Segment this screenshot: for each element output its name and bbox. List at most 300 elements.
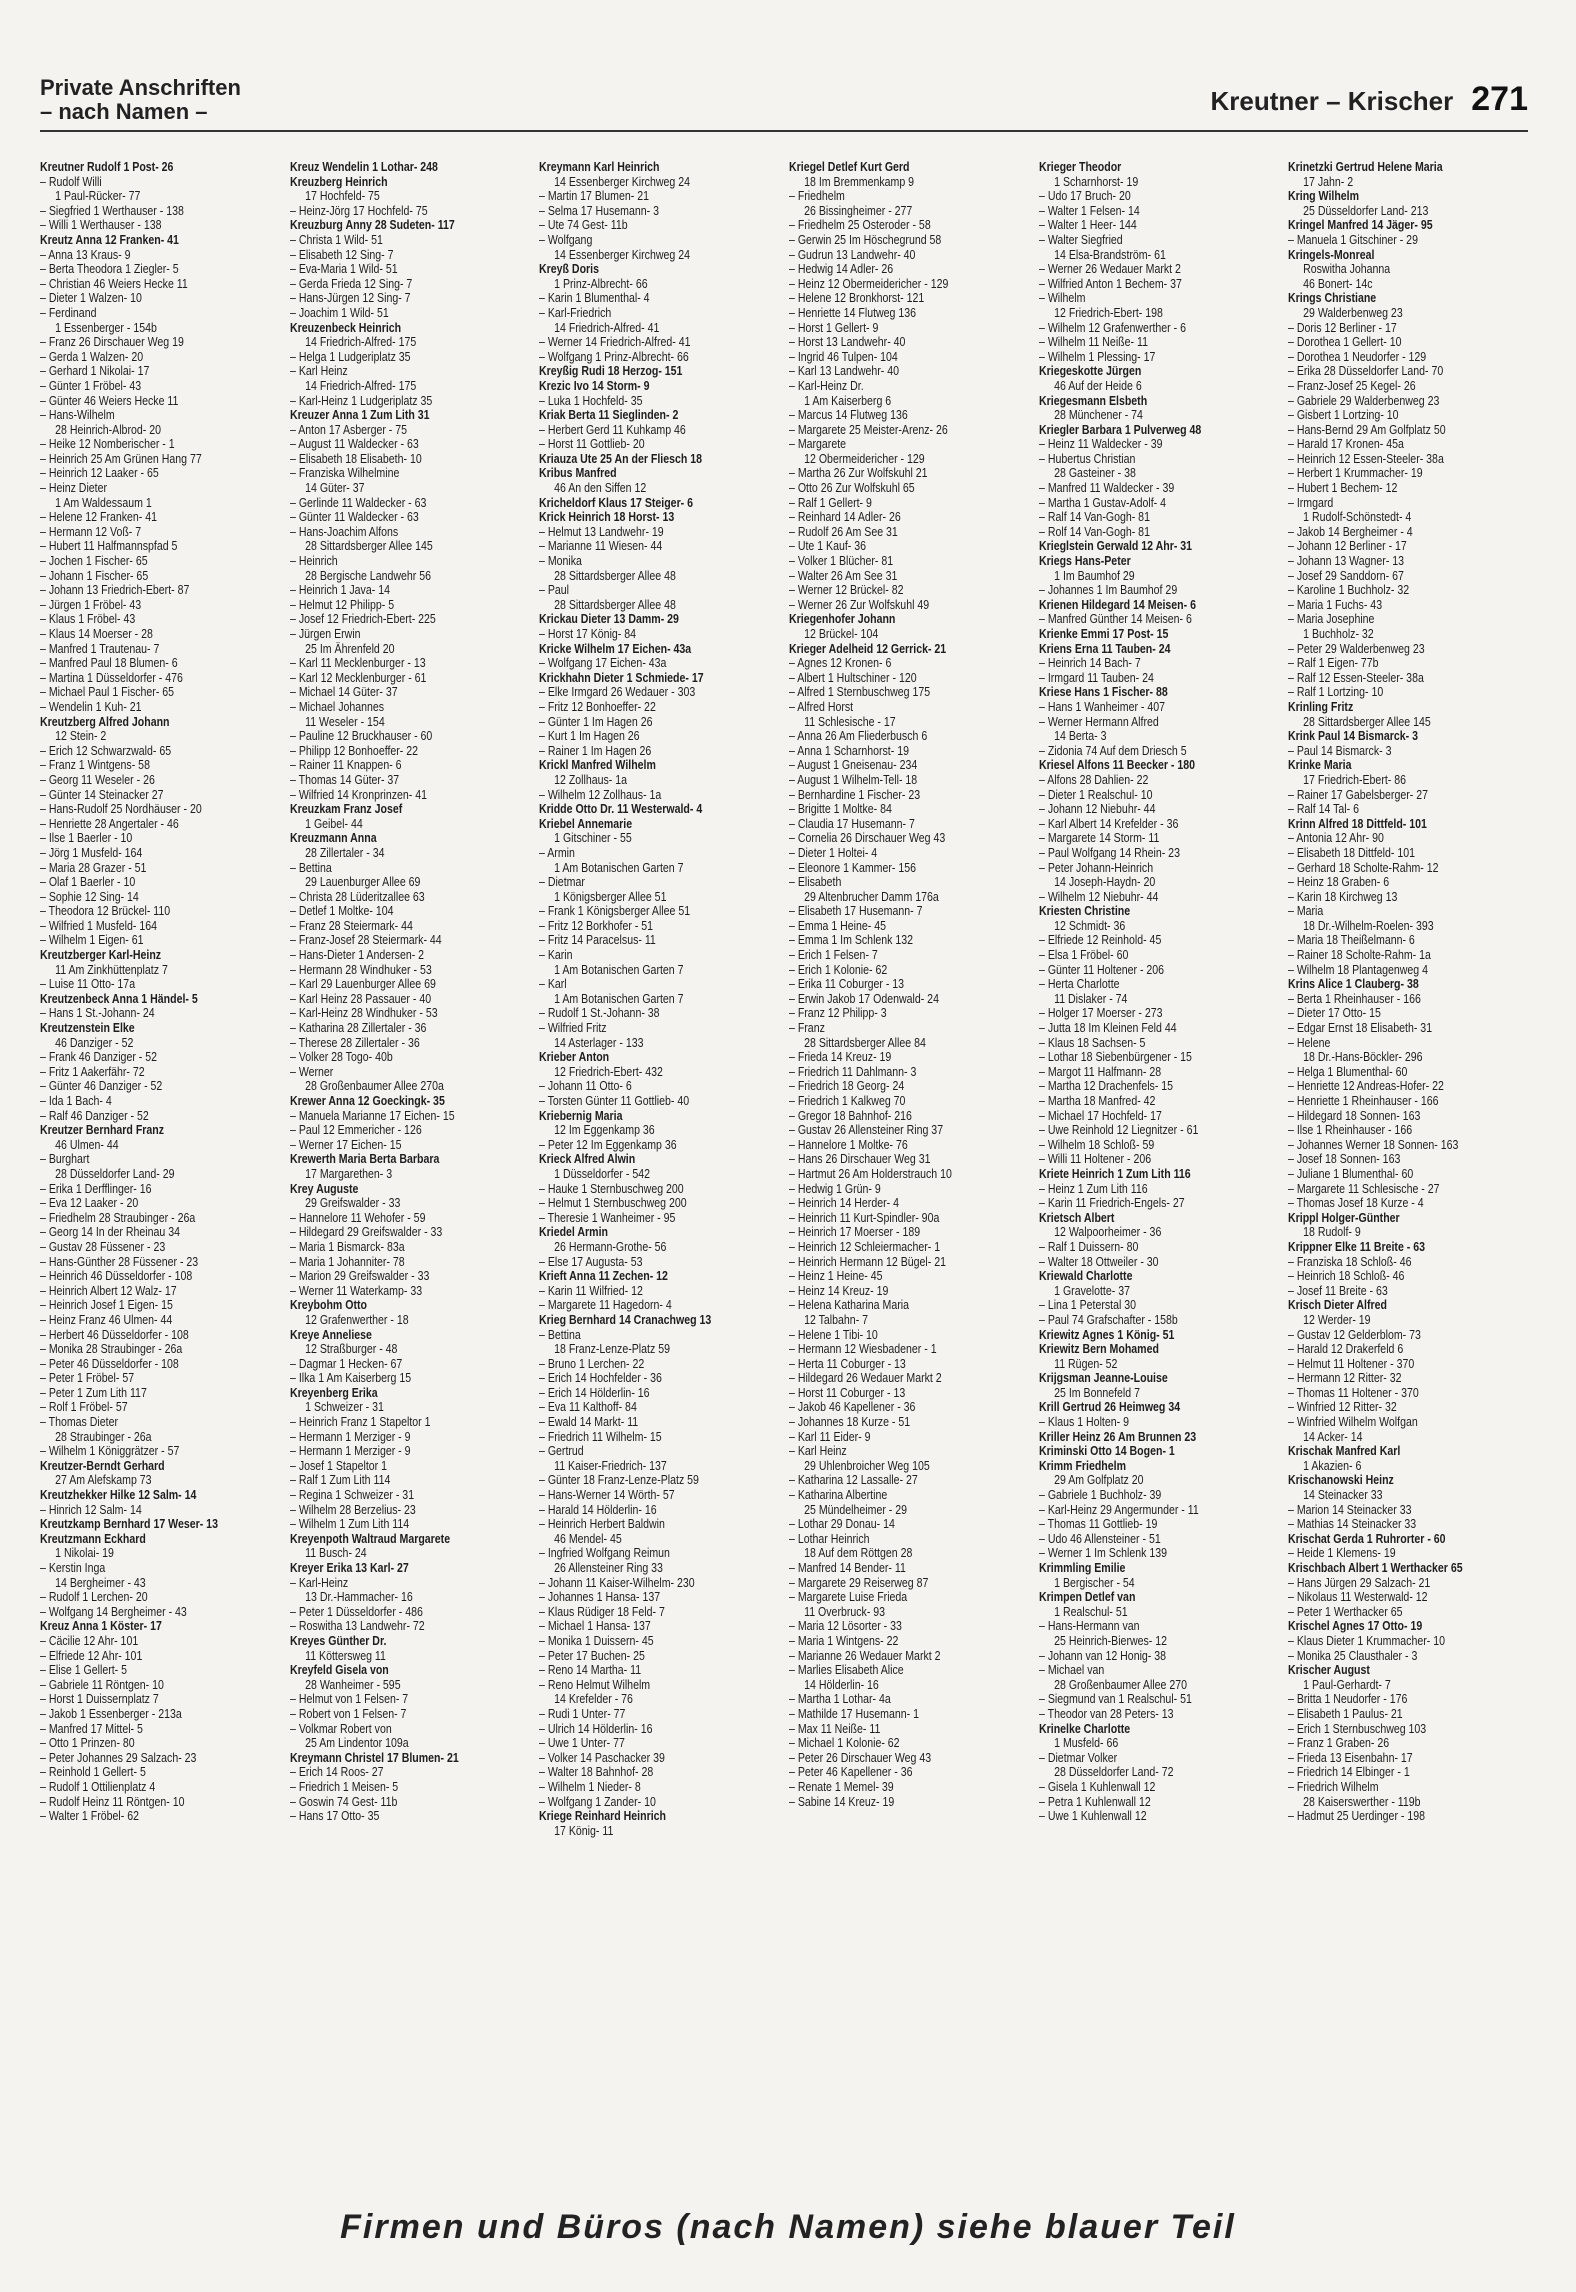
directory-entry: – Gustav 12 Gelderblom- 73 xyxy=(1288,1327,1422,1342)
directory-entry: – Karl Heinz 28 Passauer - 40 xyxy=(289,991,431,1006)
directory-entry: – Heinz 1 Heine- 45 xyxy=(789,1269,883,1284)
directory-entry: – Friedhelm 25 Osteroder - 58 xyxy=(789,218,931,233)
directory-entry: – Edgar Ernst 18 Elisabeth- 31 xyxy=(1288,1021,1433,1036)
directory-entry: Kreyer Erika 13 Karl- 27 xyxy=(289,1561,409,1575)
directory-entry: – Eva 12 Laaker - 20 xyxy=(40,1196,139,1211)
directory-entry: Kriens Erna 11 Tauben- 24 xyxy=(1038,641,1171,656)
directory-entry: – Horst 17 König- 84 xyxy=(539,627,637,641)
directory-entry: – Fritz 12 Borkhofer - 51 xyxy=(539,918,654,933)
directory-entry: Kriauza Ute 25 An der Fliesch 18 xyxy=(539,451,703,466)
directory-entry: 1 Düsseldorfer - 542 xyxy=(554,1166,651,1181)
directory-entry: Kriebel Annemarie xyxy=(539,816,633,831)
directory-entry: 28 Sittardsberger Allee 145 xyxy=(1303,714,1432,729)
directory-entry: – Georg 11 Weseler - 26 xyxy=(40,772,155,787)
directory-entry: – Ulrich 14 Hölderlin- 16 xyxy=(539,1721,653,1736)
directory-entry: – Günter 14 Steinacker 27 xyxy=(40,787,164,802)
directory-entry: – Johannes 1 Hansa- 137 xyxy=(539,1590,661,1605)
directory-entry: – Ilse 1 Baerler - 10 xyxy=(40,831,133,846)
directory-entry: – Erika 11 Coburger - 13 xyxy=(789,977,905,992)
directory-entry: – Thomas Dieter xyxy=(40,1415,119,1430)
directory-entry: – Karl-Heinz xyxy=(289,1575,348,1590)
directory-entry: – Günter 18 Franz-Lenze-Platz 59 xyxy=(539,1473,700,1488)
directory-entry: – Helmut 13 Landwehr- 19 xyxy=(539,524,665,539)
directory-entry: – Jakob 46 Kapellener - 36 xyxy=(789,1400,916,1415)
directory-entry: – Johann 13 Wagner- 13 xyxy=(1288,554,1405,569)
directory-entry: – Gerda 1 Walzen- 20 xyxy=(40,349,144,364)
directory-entry: – Goswin 74 Gest- 11b xyxy=(289,1794,398,1809)
directory-entry: – Cäcilie 12 Ahr- 101 xyxy=(40,1633,139,1648)
section-heading-line1: Private Anschriften xyxy=(40,75,241,100)
directory-entry: Krimmling Emilie xyxy=(1038,1561,1126,1575)
directory-entry: 28 Münchener - 74 xyxy=(1053,408,1143,423)
directory-entry: – Werner xyxy=(289,1064,333,1079)
directory-entry: – Werner 1 Im Schlenk 139 xyxy=(1038,1546,1167,1561)
directory-entry: Krischel Agnes 17 Otto- 19 xyxy=(1288,1619,1423,1634)
directory-entry: – Martha 1 Lothar- 4a xyxy=(789,1692,891,1707)
directory-entry: 1 Am Kaiserberg 6 xyxy=(804,393,892,408)
directory-entry: – Rudolf 1 Lerchen- 20 xyxy=(40,1590,148,1605)
directory-entry: – Karl Heinz xyxy=(289,364,348,379)
directory-entry: – Michael 17 Hochfeld- 17 xyxy=(1038,1108,1162,1123)
directory-entry: 1 Nikolai- 19 xyxy=(55,1546,114,1561)
directory-entry: – Fritz 12 Bonhoeffer- 22 xyxy=(539,699,657,714)
directory-entry: Krinetzki Gertrud Helene Maria xyxy=(1288,160,1443,174)
directory-entry: – Uwe Reinhold 12 Liegnitzer - 61 xyxy=(1038,1123,1199,1138)
directory-entry: – Herta 11 Coburger - 13 xyxy=(789,1356,906,1371)
directory-entry: – Sabine 14 Kreuz- 19 xyxy=(789,1794,895,1809)
directory-entry: – Karl-Heinz 1 Ludgeriplatz 35 xyxy=(289,393,432,408)
directory-entry: – Elisabeth 18 Elisabeth- 10 xyxy=(289,451,422,466)
directory-entry: – Ewald 14 Markt- 11 xyxy=(539,1415,639,1430)
directory-entry: Krieglstein Gerwald 12 Ahr- 31 xyxy=(1038,539,1192,554)
directory-entry: – Anton 17 Asberger - 75 xyxy=(289,422,407,437)
directory-entry: – Rolf 14 Van-Gogh- 81 xyxy=(1038,524,1150,539)
directory-entry: – Helene 12 Franken- 41 xyxy=(40,510,158,525)
directory-entry: – Maria 12 Lösorter - 33 xyxy=(789,1619,902,1634)
directory-entry: – Rudolf Heinz 11 Röntgen- 10 xyxy=(40,1794,185,1809)
directory-entry: 11 Köttersweg 11 xyxy=(304,1648,386,1663)
directory-entry: Krinling Fritz xyxy=(1288,699,1354,714)
directory-entry: – Ralf 46 Danziger - 52 xyxy=(40,1108,149,1123)
directory-entry: – Heinrich 14 Bach- 7 xyxy=(1038,656,1141,671)
directory-entry: – Heinrich 25 Am Grünen Hang 77 xyxy=(40,451,202,466)
directory-entry: – Dorothea 1 Gellert- 10 xyxy=(1288,335,1402,350)
directory-entry: Kreutzmann Eckhard xyxy=(40,1531,146,1546)
directory-entry: – Britta 1 Neudorfer - 176 xyxy=(1288,1692,1408,1707)
directory-entry: 25 Mündelheimer - 29 xyxy=(804,1502,908,1517)
directory-entry: Krischak Manfred Karl xyxy=(1288,1444,1401,1459)
directory-entry: Krewer Anna 12 Goeckingk- 35 xyxy=(289,1094,445,1108)
directory-entry: – Erwin Jakob 17 Odenwald- 24 xyxy=(789,991,939,1006)
directory-entry: – Harald 14 Hölderlin- 16 xyxy=(539,1502,657,1517)
directory-entry: 14 Acker- 14 xyxy=(1303,1429,1363,1444)
directory-entry: – Holger 17 Moerser - 273 xyxy=(1038,1006,1163,1021)
directory-entry: – Hans-Wilhelm xyxy=(40,408,115,423)
directory-entry: – Monika 28 Straubinger - 26a xyxy=(40,1342,183,1357)
directory-entry: – Kurt 1 Im Hagen 26 xyxy=(539,729,640,744)
directory-entry: – Gisbert 1 Lortzing- 10 xyxy=(1288,408,1399,423)
directory-entry: – Peter Johannes 29 Salzach- 23 xyxy=(40,1750,197,1765)
directory-entry: – Siegfried 1 Werthauser - 138 xyxy=(40,203,184,218)
directory-entry: 1 Scharnhorst- 19 xyxy=(1053,174,1138,189)
directory-entry: – Heinrich 14 Herder- 4 xyxy=(789,1196,899,1211)
directory-entry: – Mathilde 17 Husemann- 1 xyxy=(789,1706,919,1721)
directory-entry: Kriete Heinrich 1 Zum Lith 116 xyxy=(1038,1166,1191,1181)
directory-entry: – Lina 1 Peterstal 30 xyxy=(1038,1298,1136,1313)
directory-entry: Krickau Dieter 13 Damm- 29 xyxy=(539,612,680,627)
directory-entry: 28 Sittardsberger Allee 84 xyxy=(804,1035,926,1050)
directory-entry: – Hannelore 1 Moltke- 76 xyxy=(789,1137,908,1152)
directory-entry: Krins Alice 1 Clauberg- 38 xyxy=(1288,977,1420,992)
directory-column-1 xyxy=(40,160,280,2205)
directory-entry: 29 Lauenburger Allee 69 xyxy=(304,875,421,890)
directory-entry: – Michael Johannes xyxy=(289,699,384,714)
directory-entry: 12 Grafenwerther - 18 xyxy=(304,1312,409,1327)
directory-entry: – Helmut 1 Sternbuschweg 200 xyxy=(539,1196,687,1211)
directory-entry: – Ralf 1 Lortzing- 10 xyxy=(1288,685,1384,700)
directory-entry: 1 Königsberger Allee 51 xyxy=(554,889,667,904)
directory-entry: 1 Gravelotte- 37 xyxy=(1053,1283,1130,1298)
directory-entry: – Gabriele 29 Walderbenweg 23 xyxy=(1288,393,1440,408)
directory-entry: – Heinrich Josef 1 Eigen- 15 xyxy=(40,1298,173,1313)
directory-entry: – Frank 1 Königsberger Allee 51 xyxy=(539,904,691,919)
directory-entry: Kreyenberg Erika xyxy=(289,1385,378,1400)
directory-entry: – Friedhelm xyxy=(789,189,845,204)
directory-entry: – Dieter 1 Holtei- 4 xyxy=(789,845,878,860)
directory-entry: Kricheldorf Klaus 17 Steiger- 6 xyxy=(539,495,694,510)
directory-entry: – Karl 11 Eider- 9 xyxy=(789,1429,871,1444)
directory-entry: – Margarete 25 Meister-Arenz- 26 xyxy=(789,422,948,437)
directory-entry: – Martha 12 Drachenfels- 15 xyxy=(1038,1079,1173,1094)
directory-entry: – Dieter 17 Otto- 15 xyxy=(1288,1006,1382,1021)
directory-entry: – Helga 1 Blumenthal- 60 xyxy=(1288,1064,1408,1079)
directory-entry: – Rudolf Willi xyxy=(40,174,102,189)
directory-entry: Krieft Anna 11 Zechen- 12 xyxy=(539,1269,669,1284)
directory-entry: – Wilhelm 1 Königgrätzer - 57 xyxy=(40,1444,180,1459)
directory-entry: – Christian 46 Weiers Hecke 11 xyxy=(40,276,188,291)
directory-entry: – Hans-Bernd 29 Am Golfplatz 50 xyxy=(1288,422,1446,437)
directory-entry: – Heinrich 1 Java- 14 xyxy=(289,583,390,598)
directory-entry: – Irmgard xyxy=(1288,495,1334,510)
directory-entry: – Frank 46 Danziger - 52 xyxy=(40,1050,158,1065)
directory-entry: 29 Uhlenbroicher Weg 105 xyxy=(804,1458,930,1473)
directory-entry: – Margarete 29 Reiserweg 87 xyxy=(789,1575,929,1590)
directory-entry: 14 Hölderlin- 16 xyxy=(804,1677,879,1692)
directory-entry: – Friedrich 11 Wilhelm- 15 xyxy=(539,1429,663,1444)
directory-entry: Kreyes Günther Dr. xyxy=(289,1633,387,1648)
directory-entry: – Rudolf 26 Am See 31 xyxy=(789,524,898,539)
directory-entry: – Karoline 1 Buchholz- 32 xyxy=(1288,583,1410,598)
directory-entry: – Erich 1 Felsen- 7 xyxy=(789,948,878,963)
directory-entry: – Anna 1 Scharnhorst- 19 xyxy=(789,743,909,758)
directory-entry: – Rudolf 1 Ottilienplatz 4 xyxy=(40,1779,156,1794)
directory-entry: – Paul Wolfgang 14 Rhein- 23 xyxy=(1038,845,1180,860)
directory-entry: Kridde Otto Dr. 11 Westerwald- 4 xyxy=(539,802,703,817)
directory-entry: 11 Rügen- 52 xyxy=(1053,1356,1118,1371)
directory-entry: – Regina 1 Schweizer - 31 xyxy=(289,1488,414,1503)
directory-entry: Kringels-Monreal xyxy=(1288,247,1375,262)
directory-entry: – Otto 1 Prinzen- 80 xyxy=(40,1736,135,1751)
directory-entry: Kreyßig Rudi 18 Herzog- 151 xyxy=(539,364,683,379)
directory-entry: – Alfred Horst xyxy=(789,699,854,714)
directory-entry: – Jürgen Erwin xyxy=(289,627,361,641)
directory-entry: – Martha 26 Zur Wolfskuhl 21 xyxy=(789,466,928,481)
directory-entry: – Herbert 46 Düsseldorfer - 108 xyxy=(40,1327,189,1342)
directory-entry: Krick Heinrich 18 Horst- 13 xyxy=(539,510,675,525)
directory-entry: – Wendelin 1 Kuh- 21 xyxy=(40,699,142,714)
directory-entry: – Marion 14 Steinacker 33 xyxy=(1288,1502,1412,1517)
directory-entry: – Peter 12 Im Eggenkamp 36 xyxy=(539,1137,677,1152)
directory-entry: Kriewitz Agnes 1 König- 51 xyxy=(1038,1327,1175,1342)
directory-entry: – Erich 1 Sternbuschweg 103 xyxy=(1288,1721,1427,1736)
directory-entry: – Günter 1 Im Hagen 26 xyxy=(539,714,653,729)
directory-entry: – Eleonore 1 Kammer- 156 xyxy=(789,860,917,875)
directory-entry: – Alfred 1 Sternbuschweg 175 xyxy=(789,685,931,700)
directory-entry: – Siegmund van 1 Realschul- 51 xyxy=(1038,1692,1192,1707)
directory-entry: Krischer August xyxy=(1288,1663,1371,1678)
directory-entry: – Friedrich 11 Dahlmann- 3 xyxy=(789,1064,917,1079)
directory-entry: – Thomas 11 Gottlieb- 19 xyxy=(1038,1517,1158,1532)
directory-entry: – Volkmar Robert von xyxy=(289,1721,392,1736)
directory-entry: – Martin 17 Blumen- 21 xyxy=(539,189,650,204)
directory-entry: – Karin 11 Friedrich-Engels- 27 xyxy=(1038,1196,1185,1211)
directory-entry: Kriminski Otto 14 Bogen- 1 xyxy=(1038,1444,1175,1459)
directory-entry: 1 Am Botanischen Garten 7 xyxy=(554,962,684,977)
page-number: 271 xyxy=(1471,80,1528,118)
directory-entry: – Herta Charlotte xyxy=(1038,977,1120,992)
directory-entry: – Wilhelm 1 Zum Lith 114 xyxy=(289,1517,409,1532)
directory-entry: – Wilhelm xyxy=(1038,291,1086,306)
directory-entry: – Jochen 1 Fischer- 65 xyxy=(40,554,148,569)
directory-entry: 12 Brückel- 104 xyxy=(804,627,879,641)
directory-entry: – Hinrich 12 Salm- 14 xyxy=(40,1502,142,1517)
directory-entry: Krietsch Albert xyxy=(1038,1210,1115,1225)
directory-entry: – Peter 17 Buchen- 25 xyxy=(539,1648,646,1663)
directory-entry: – Albert 1 Hultschiner - 120 xyxy=(789,670,917,685)
directory-entry: – Eva-Maria 1 Wild- 51 xyxy=(289,262,398,277)
directory-entry: – Otto 26 Zur Wolfskuhl 65 xyxy=(789,481,915,496)
directory-entry: – Ilse 1 Rheinhauser - 166 xyxy=(1288,1123,1413,1138)
directory-entry: 1 Am Botanischen Garten 7 xyxy=(554,991,684,1006)
directory-entry: Krieger Adelheid 12 Gerrick- 21 xyxy=(789,641,947,656)
directory-entry: – Monika 1 Duissern- 45 xyxy=(539,1633,655,1648)
directory-entry: – Helmut 11 Holtener - 370 xyxy=(1288,1356,1415,1371)
directory-entry: – Volker 1 Blücher- 81 xyxy=(789,554,894,569)
directory-entry: – Gerwin 25 Im Höschegrund 58 xyxy=(789,232,942,247)
directory-entry: – Franz 1 Wintgens- 58 xyxy=(40,758,150,773)
directory-entry: – Lothar 18 Siebenbürgener - 15 xyxy=(1038,1050,1192,1065)
directory-entry: 1 Paul-Gerhardt- 7 xyxy=(1303,1677,1392,1692)
directory-entry: Kricke Wilhelm 17 Eichen- 43a xyxy=(539,641,692,656)
directory-entry: – Franziska 18 Schloß- 46 xyxy=(1288,1254,1412,1269)
directory-entry: – Rainer 11 Knappen- 6 xyxy=(289,758,402,773)
directory-entry: Kreutz Anna 12 Franken- 41 xyxy=(40,232,179,247)
directory-entry: – Wilhelm 1 Plessing- 17 xyxy=(1038,349,1156,364)
directory-entry: 14 Essenberger Kirchweg 24 xyxy=(554,174,691,189)
directory-entry: – Emma 1 Heine- 45 xyxy=(789,918,887,933)
directory-entry: – Wilhelm 28 Berzelius- 23 xyxy=(289,1502,416,1517)
footer-note: Firmen und Büros (nach Namen) siehe blauer Teil xyxy=(340,2208,1236,2246)
directory-entry: Krippl Holger-Günther xyxy=(1288,1210,1401,1225)
directory-entry: – Hermann 12 Wiesbadener - 1 xyxy=(789,1342,937,1357)
directory-entry: 12 Obermeidericher - 129 xyxy=(804,451,925,466)
directory-entry: 11 Am Zinkhüttenplatz 7 xyxy=(55,962,168,977)
directory-entry: – Maria xyxy=(1288,904,1324,919)
directory-entry: Krischat Gerda 1 Ruhrorter - 60 xyxy=(1288,1531,1446,1546)
directory-entry: – Heinrich 46 Düsseldorfer - 108 xyxy=(40,1269,193,1284)
directory-entry: – Hans-Hermann van xyxy=(1038,1619,1140,1634)
directory-entry: – Hans-Günther 28 Füssener - 23 xyxy=(40,1254,199,1269)
directory-entry: – Heinz Franz 46 Ulmen- 44 xyxy=(40,1312,173,1327)
directory-entry: Kreutzkamp Bernhard 17 Weser- 13 xyxy=(40,1517,218,1532)
directory-entry: – Peter 46 Kapellener - 36 xyxy=(789,1765,913,1780)
directory-entry: Kriewald Charlotte xyxy=(1038,1269,1133,1284)
directory-column-2 xyxy=(290,160,530,2205)
directory-entry: – Karin 18 Kirchweg 13 xyxy=(1288,889,1398,904)
directory-entry: 25 Am Lindentor 109a xyxy=(304,1736,409,1751)
directory-entry: – Hartmut 26 Am Holderstrauch 10 xyxy=(789,1166,952,1181)
directory-entry: – Bettina xyxy=(289,860,332,875)
directory-entry: – Lothar Heinrich xyxy=(789,1531,870,1546)
directory-entry: 14 Friedrich-Alfred- 175 xyxy=(304,378,416,393)
directory-entry: 11 Weseler - 154 xyxy=(304,714,385,729)
directory-entry: – Dieter 1 Walzen- 10 xyxy=(40,291,142,306)
directory-entry: – Peter 1 Fröbel- 57 xyxy=(40,1371,135,1386)
directory-entry: – Karl 13 Landwehr- 40 xyxy=(789,364,899,379)
directory-entry: – Monika 25 Clausthaler - 3 xyxy=(1288,1648,1418,1663)
directory-entry: – Elfriede 12 Ahr- 101 xyxy=(40,1648,143,1663)
directory-entry: – Wilhelm 1 Nieder- 8 xyxy=(539,1779,642,1794)
directory-entry: 46 Ulmen- 44 xyxy=(55,1137,119,1152)
directory-entry: – Jutta 18 Im Kleinen Feld 44 xyxy=(1038,1021,1177,1036)
directory-entry: – Theodor van 28 Peters- 13 xyxy=(1038,1706,1174,1721)
directory-entry: – Luka 1 Hochfeld- 35 xyxy=(539,393,643,408)
directory-entry: – Wilhelm 11 Neiße- 11 xyxy=(1038,335,1148,350)
directory-entry: – Friedrich 18 Georg- 24 xyxy=(789,1079,905,1094)
directory-entry: – Peter Johann-Heinrich xyxy=(1038,860,1153,875)
directory-entry: – Paul 74 Grafschafter - 158b xyxy=(1038,1312,1178,1327)
directory-entry: – Dieter 1 Realschul- 10 xyxy=(1038,787,1153,802)
directory-entry: – Gerlinde 11 Waldecker - 63 xyxy=(289,495,427,510)
directory-entry: – Erich 14 Roos- 27 xyxy=(289,1765,384,1780)
directory-entry: Kreymann Christel 17 Blumen- 21 xyxy=(289,1750,459,1765)
directory-entry: 12 Talbahn- 7 xyxy=(804,1312,869,1327)
directory-entry: – Helena Katharina Maria xyxy=(789,1298,909,1313)
directory-entry: – Manfred 1 Trautenau- 7 xyxy=(40,641,160,656)
directory-entry: – Michael Paul 1 Fischer- 65 xyxy=(40,685,175,700)
directory-entry: – Hans 1 Wanheimer - 407 xyxy=(1038,699,1165,714)
directory-entry: Kreuzkam Franz Josef xyxy=(289,802,402,817)
directory-entry: – Thomas 11 Holtener - 370 xyxy=(1288,1385,1420,1400)
directory-entry: 14 Krefelder - 76 xyxy=(554,1692,634,1707)
directory-entry: 46 An den Siffen 12 xyxy=(554,481,647,496)
directory-entry: – Theodora 12 Brückel- 110 xyxy=(40,904,171,919)
directory-entry: 17 Margarethen- 3 xyxy=(304,1166,392,1181)
directory-entry: 26 Bissingheimer - 277 xyxy=(804,203,913,218)
directory-entry: – Maria 18 Theißelmann- 6 xyxy=(1288,933,1416,948)
directory-entry: – Hedwig 1 Grün- 9 xyxy=(789,1181,881,1196)
directory-entry: – Fritz 1 Aakerfähr- 72 xyxy=(40,1064,145,1079)
directory-entry: – Berta 1 Rheinhauser - 166 xyxy=(1288,991,1422,1006)
directory-entry: Kriegeskotte Jürgen xyxy=(1038,364,1141,379)
directory-entry: 17 Friedrich-Ebert- 86 xyxy=(1303,772,1407,787)
directory-entry: – Peter 29 Walderbenweg 23 xyxy=(1288,641,1425,656)
directory-entry: Krings Christiane xyxy=(1288,291,1377,306)
directory-entry: 28 Düsseldorfer Land- 29 xyxy=(55,1166,175,1181)
directory-entry: – Bruno 1 Lerchen- 22 xyxy=(539,1356,645,1371)
directory-entry: – Olaf 1 Baerler - 10 xyxy=(40,875,136,890)
directory-entry: Krienen Hildegard 14 Meisen- 6 xyxy=(1038,597,1196,612)
directory-entry: 28 Sittardsberger Allee 48 xyxy=(554,597,677,612)
directory-entry: Krinn Alfred 18 Dittfeld- 101 xyxy=(1288,816,1428,831)
header-rule xyxy=(40,130,1528,132)
directory-entry: – Antonia 12 Ahr- 90 xyxy=(1288,831,1385,846)
directory-entry: Krischbach Albert 1 Werthacker 65 xyxy=(1288,1561,1463,1575)
directory-entry: – Martha 18 Manfred- 42 xyxy=(1038,1094,1156,1108)
directory-entry: Kreuzer Anna 1 Zum Lith 31 xyxy=(289,408,430,423)
directory-entry: – Dagmar 1 Hecken- 67 xyxy=(289,1356,402,1371)
directory-entry: – Wolfgang 1 Zander- 10 xyxy=(539,1794,657,1809)
directory-entry: – Hans-Joachim Alfons xyxy=(289,524,398,539)
directory-entry: – Erika 1 Derfflinger- 16 xyxy=(40,1181,152,1196)
directory-entry: Kriewitz Bern Mohamed xyxy=(1038,1342,1159,1357)
directory-entry: – Thomas Josef 18 Kurze - 4 xyxy=(1288,1196,1424,1211)
directory-entry: – Friedrich 1 Kalkweg 70 xyxy=(789,1094,906,1108)
directory-entry: Kriegel Detlef Kurt Gerd xyxy=(789,160,910,174)
directory-entry: 13 Dr.-Hammacher- 16 xyxy=(304,1590,413,1605)
directory-entry: – Torsten Günter 11 Gottlieb- 40 xyxy=(539,1094,690,1108)
directory-entry: – Heinrich Franz 1 Stapeltor 1 xyxy=(289,1415,431,1430)
directory-entry: – Hedwig 14 Adler- 26 xyxy=(789,262,894,277)
directory-entry: – Fritz 14 Paracelsus- 11 xyxy=(539,933,657,948)
directory-entry: 18 Rudolf- 9 xyxy=(1303,1225,1362,1240)
directory-entry: – Christa 1 Wild- 51 xyxy=(289,232,383,247)
directory-entry: 14 Bergheimer - 43 xyxy=(55,1575,146,1590)
directory-entry: 46 Danziger - 52 xyxy=(55,1035,134,1050)
directory-entry: – Rudi 1 Unter- 77 xyxy=(539,1706,626,1721)
directory-entry: – Karl 11 Mecklenburger - 13 xyxy=(289,656,426,671)
directory-entry: – Hubert 11 Halfmannspfad 5 xyxy=(40,539,178,554)
directory-entry: – Gustav 26 Allensteiner Ring 37 xyxy=(789,1123,944,1138)
directory-entry: – Wilhelm 12 Zollhaus- 1a xyxy=(539,787,662,802)
directory-entry: – Gudrun 13 Landwehr- 40 xyxy=(789,247,916,262)
directory-entry: – Hildegard 26 Wedauer Markt 2 xyxy=(789,1371,942,1386)
directory-entry: – Reinhard 14 Adler- 26 xyxy=(789,510,901,525)
directory-entry: – Margarete xyxy=(789,437,847,452)
directory-column-6 xyxy=(1288,160,1528,2205)
directory-entry: – Claudia 17 Husemann- 7 xyxy=(789,816,915,831)
directory-entry: – Else 17 Augusta- 53 xyxy=(539,1254,643,1269)
directory-entry: – Walter 1 Felsen- 14 xyxy=(1038,203,1140,218)
directory-entry: – Maria 1 Bismarck- 83a xyxy=(289,1239,405,1254)
directory-entry: 11 Busch- 24 xyxy=(304,1546,367,1561)
directory-entry: – Ida 1 Bach- 4 xyxy=(40,1094,112,1108)
directory-entry: – Rainer 18 Scholte-Rahm- 1a xyxy=(1288,948,1432,963)
directory-entry: 28 Düsseldorfer Land- 72 xyxy=(1053,1765,1174,1780)
directory-entry: – Willi 1 Werthauser - 138 xyxy=(40,218,162,233)
directory-entry: – Klaus 1 Holten- 9 xyxy=(1038,1415,1129,1430)
directory-entry: 1 Realschul- 51 xyxy=(1053,1604,1128,1619)
directory-entry: – Ute 74 Gest- 11b xyxy=(539,218,628,233)
directory-entry: – Werner 12 Brückel- 82 xyxy=(789,583,904,598)
directory-entry: – Klaus Rüdiger 18 Feld- 7 xyxy=(539,1604,666,1619)
directory-entry: – Berta Theodora 1 Ziegler- 5 xyxy=(40,262,179,277)
directory-entry: – Pauline 12 Bruckhauser - 60 xyxy=(289,729,432,744)
directory-entry: 11 Schlesische - 17 xyxy=(804,714,896,729)
directory-entry: 1 Buchholz- 32 xyxy=(1303,627,1375,641)
directory-entry: – Katharina 28 Zillertaler - 36 xyxy=(289,1021,427,1036)
directory-entry: – Wilhelm 18 Schloß- 59 xyxy=(1038,1137,1154,1152)
